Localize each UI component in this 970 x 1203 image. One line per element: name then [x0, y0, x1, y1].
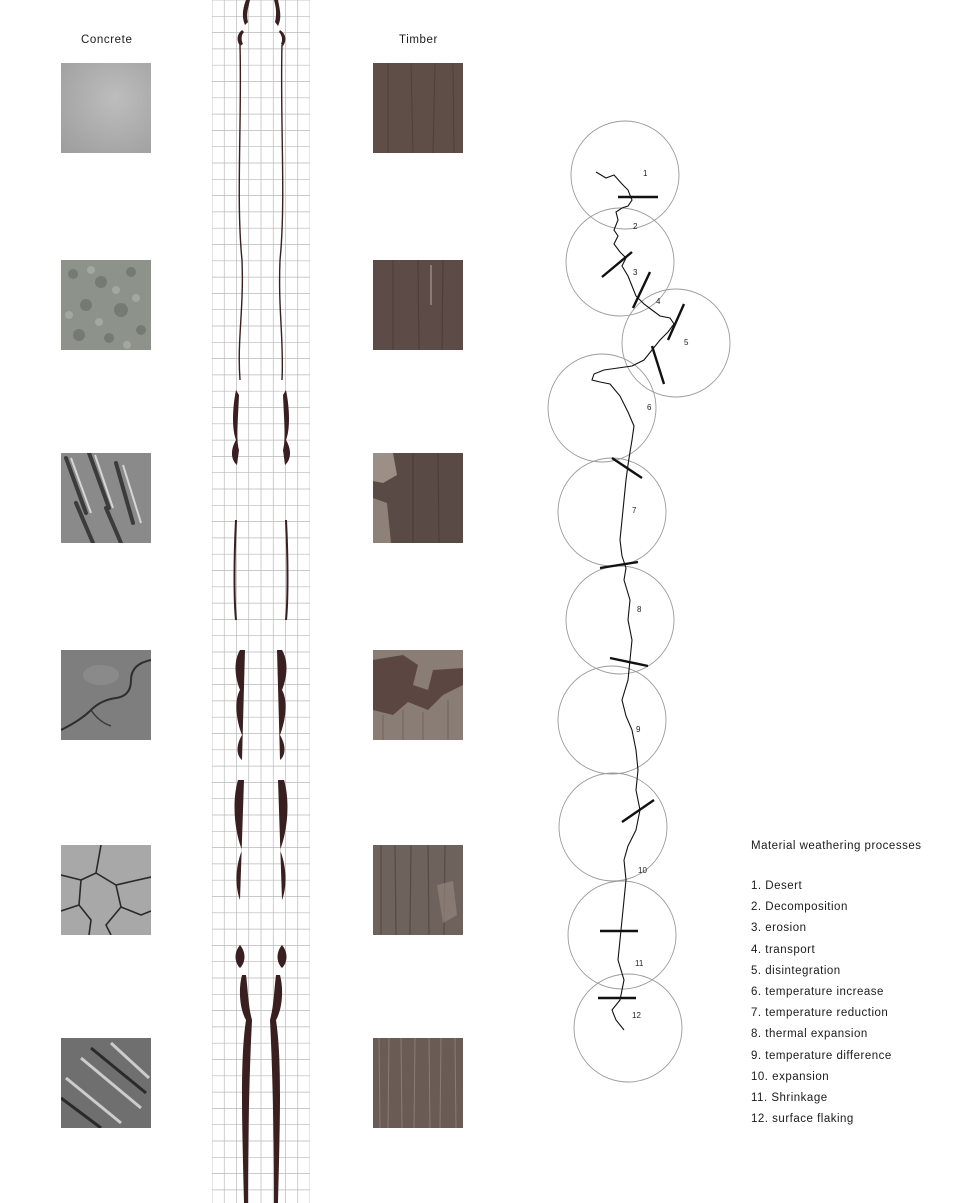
grid-lines [212, 0, 310, 1203]
concrete-column-title: Concrete [81, 34, 133, 46]
process-circles [548, 121, 730, 1082]
timber-swatch-5 [373, 845, 463, 935]
legend-title: Material weathering processes [751, 840, 922, 852]
circle-label: 10 [638, 866, 647, 875]
concrete-swatch-1 [61, 63, 151, 153]
legend-item: 5. disintegration [751, 964, 841, 977]
process-circle [548, 354, 656, 462]
legend-item: 7. temperature reduction [751, 1007, 889, 1020]
process-circle [622, 289, 730, 397]
concrete-swatch-6 [61, 1038, 151, 1128]
legend-item: 3. erosion [751, 922, 807, 935]
process-circle [566, 566, 674, 674]
circle-number-labels [632, 169, 689, 1020]
timber-swatch-4 [373, 650, 463, 740]
legend [751, 840, 921, 1130]
legend-item: 12. surface flaking [751, 1113, 854, 1126]
circle-label: 8 [637, 605, 642, 614]
timber-swatch-1 [373, 63, 463, 153]
legend-list [751, 876, 921, 1130]
circle-label: 6 [647, 403, 652, 412]
circle-label: 3 [633, 268, 638, 277]
weathering-circles-diagram [540, 110, 750, 1100]
circle-label: 5 [684, 338, 689, 347]
process-circle [574, 974, 682, 1082]
legend-item: 6. temperature increase [751, 985, 884, 998]
legend-item: 11. Shrinkage [751, 1091, 828, 1104]
circle-label: 2 [633, 222, 638, 231]
circle-label: 11 [635, 959, 644, 968]
timber-column-title: Timber [399, 34, 438, 46]
crack-grid-strip [212, 0, 310, 1203]
concrete-swatch-4 [61, 650, 151, 740]
circle-label: 12 [632, 1011, 641, 1020]
timber-swatch-6 [373, 1038, 463, 1128]
crack-path [592, 172, 674, 1030]
timber-swatch-2 [373, 260, 463, 350]
legend-item: 10. expansion [751, 1070, 830, 1083]
process-circle [571, 121, 679, 229]
circle-label: 4 [656, 297, 661, 306]
concrete-swatch-2 [61, 260, 151, 350]
concrete-swatch-3 [61, 453, 151, 543]
process-circle [559, 773, 667, 881]
circle-label: 1 [643, 169, 648, 178]
circle-label: 7 [632, 506, 637, 515]
legend-item: 1. Desert [751, 880, 803, 892]
legend-item: 9. temperature difference [751, 1049, 892, 1062]
timber-swatch-3 [373, 453, 463, 543]
legend-item: 8. thermal expansion [751, 1028, 868, 1041]
crack-markers [598, 197, 684, 998]
circle-label: 9 [636, 725, 641, 734]
legend-item: 2. Decomposition [751, 901, 848, 914]
process-circle [558, 666, 666, 774]
process-circle [558, 458, 666, 566]
concrete-swatch-5 [61, 845, 151, 935]
legend-item: 4. transport [751, 943, 816, 956]
